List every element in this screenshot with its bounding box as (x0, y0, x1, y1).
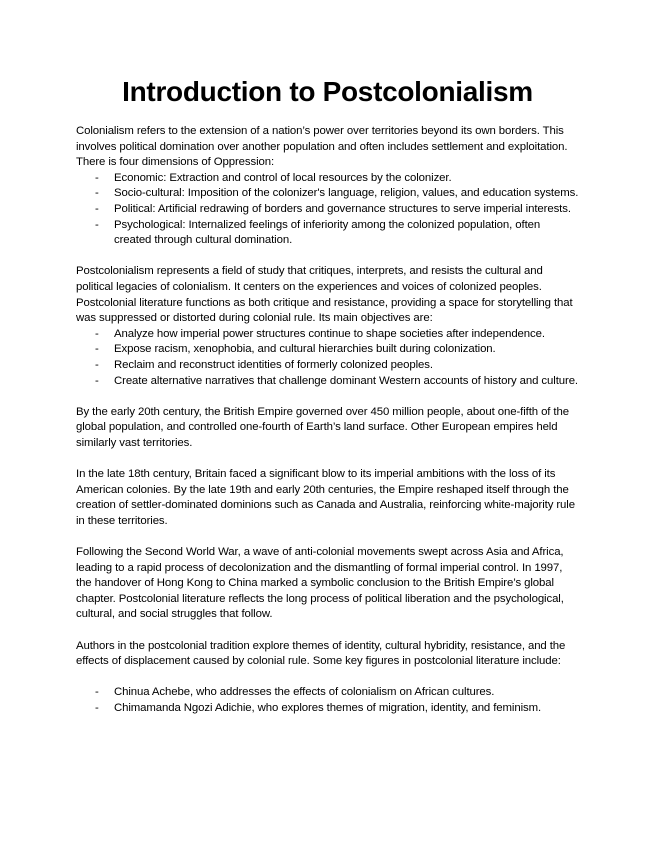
paragraph-spacer (76, 623, 579, 639)
list-item: - Reclaim and reconstruct identities of formerly colonized peoples. (114, 358, 579, 374)
oppression-dimensions-list (76, 171, 579, 249)
colonialism-definition-paragraph: Colonialism refers to the extension of a nation’s power over territories beyond its own borders. This involves political domination over another population and often includes settlement and exploitation. There is four dimensions of Oppression: (76, 125, 568, 169)
list-item: - Psychological: Internalized feelings of inferiority among the colonized population, often created through cultural domination. (114, 218, 579, 249)
american-colonies-paragraph: In the late 18th century, Britain faced a significant blow to its imperial ambitions with the loss of its American colonies. By the late 19th and early 20th centuries, the Empire reshaped itself through the creation of settler-dominated dominions such as Canada and Australia, reinforcing white-majority rule in these territories. (76, 468, 575, 527)
document-title: Introduction to Postcolonialism (122, 76, 533, 107)
paragraph-spacer (76, 249, 579, 265)
list-item: - Socio-cultural: Imposition of the colonizer's language, religion, values, and education systems. (114, 186, 579, 202)
main-objectives-list (76, 327, 579, 389)
list-item: - Chinua Achebe, who addresses the effects of colonialism on African cultures. (114, 685, 579, 701)
authors-paragraph: Authors in the postcolonial tradition explore themes of identity, cultural hybridity, resistance, and the effects of displacement caused by colonial rule. Some key figures in postcolonial literature include: (76, 639, 566, 668)
list-item: - Chimamanda Ngozi Adichie, who explores themes of migration, identity, and feminism. (114, 701, 579, 717)
list-item: - Analyze how imperial power structures continue to shape societies after independence. (114, 327, 579, 343)
list-item: - Create alternative narratives that challenge dominant Western accounts of history and culture. (114, 374, 579, 390)
paragraph-spacer (76, 389, 579, 405)
british-empire-paragraph: By the early 20th century, the British Empire governed over 450 million people, about one-fifth of the global population, and controlled one-fourth of Earth’s land surface. Other European empires held similarly vast territories. (76, 405, 569, 449)
paragraph-spacer (76, 451, 579, 467)
list-item: - Economic: Extraction and control of local resources by the colonizer. (114, 171, 579, 187)
paragraph-spacer (76, 529, 579, 545)
paragraph-spacer (76, 670, 579, 686)
key-authors-list (76, 685, 579, 716)
postcolonialism-definition-paragraph: Postcolonialism represents a field of study that critiques, interprets, and resists the cultural and political legacies of colonialism. It centers on the experiences and voices of colonized peoples. Postcolonial literature functions as both critique and resistance, providing a space for storytelling that was suppressed or distorted during colonial rule. Its main objectives are: (76, 265, 573, 325)
list-item: - Expose racism, xenophobia, and cultural hierarchies built during colonization. (114, 342, 579, 358)
list-item: - Political: Artificial redrawing of borders and governance structures to serve imperial interests. (114, 202, 579, 218)
decolonization-paragraph: Following the Second World War, a wave of anti-colonial movements swept across Asia and Africa, leading to a rapid process of decolonization and the dismantling of formal imperial control. In 1997, the handover of Hong Kong to China marked a symbolic conclusion to the British Empire’s global chapter. Postcolonial literature reflects the long process of political liberation and the psychological, cultural, and social struggles that follow. (76, 546, 564, 621)
